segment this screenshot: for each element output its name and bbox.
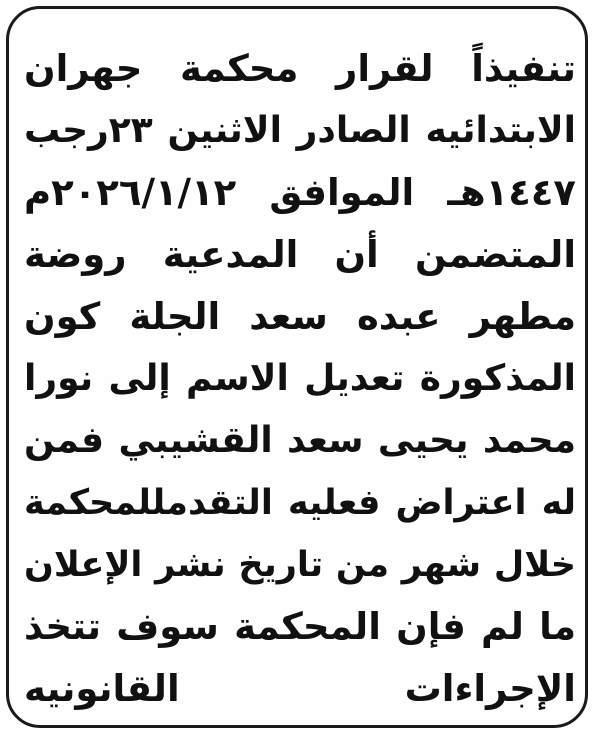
notice-line-3: ١٤٤٧هـ الموافق ٢٠٢٦/١/١٢م: [24, 171, 576, 214]
notice-line-7: محمد يحيى سعد القشيبي فمن: [24, 420, 576, 461]
notice-line-8: له اعتراض فعليه التقدمللمحكمة: [24, 483, 576, 523]
notice-line-2: الابتدائيه الصادر الاثنين ٢٣رجب: [24, 110, 576, 151]
notice-text: [24, 38, 576, 720]
notice-line-5: مطهر عبده سعد الجلة كون: [24, 295, 576, 338]
notice-line-11: الإجراءات القانونيه: [24, 667, 576, 710]
notice-line-4: المتضمن أن المدعية روضة: [24, 233, 576, 276]
notice-line-10: ما لم فإن المحكمة سوف تتخذ: [24, 605, 576, 648]
notice-line-6: المذكورة تعديل الاسم إلى نورا: [24, 358, 576, 399]
notice-line-1: تنفيذاً لقرار محكمة جهران: [24, 47, 576, 90]
notice-line-9: خلال شهر من تاريخ نشر الإعلان: [24, 545, 576, 585]
